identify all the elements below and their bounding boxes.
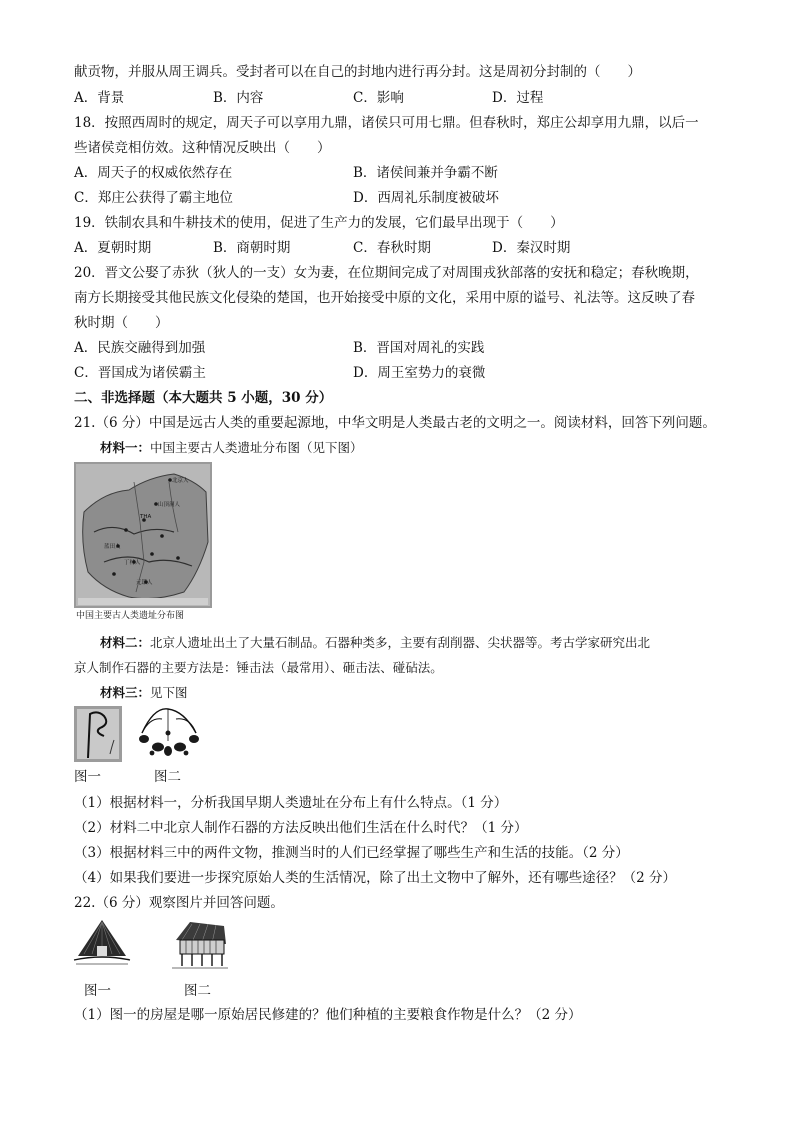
q21-stem: 21.（6 分）中国是远古人类的重要起源地，中华文明是人类最古老的文明之一。阅读材料，回答下列问题。: [74, 415, 716, 431]
q21-fig2-caption: 图二: [154, 769, 181, 785]
q19-option-c: C．春秋时期: [353, 240, 431, 256]
q19-option-a: A．夏朝时期: [74, 240, 152, 256]
q21-material-2-label: 材料二：: [100, 635, 151, 650]
q18-option-a: A．周天子的权威依然存在: [74, 165, 233, 181]
q21-sub1: （1）根据材料一，分析我国早期人类遗址在分布上有什么特点。（1 分）: [74, 795, 508, 811]
q21-sub4: （4）如果我们要进一步探究原始人类的生活情况，除了出土文物中了解外，还有哪些途径？（2 分）: [74, 870, 676, 886]
q19-option-b: B．商朝时期: [213, 240, 291, 256]
q20-option-a: A．民族交融得到加强: [74, 340, 206, 356]
q18-option-c: C．郑庄公获得了霸主地位: [74, 190, 233, 206]
ancient-sites-map: [74, 462, 212, 608]
q20-stem-line3: 秋时期（ ）: [74, 315, 169, 331]
q22-stem: 22.（6 分）观察图片并回答问题。: [74, 895, 284, 911]
map-label-yuanmou: 元谋人: [136, 580, 153, 586]
q20-stem-line1: 20．晋文公娶了赤狄（狄人的一支）女为妻，在位期间完成了对周围戎狄部落的安抚和稳定；春秋晚期，: [74, 265, 699, 281]
bone-needle-figure: [74, 706, 122, 762]
necklace-ornament-figure: [134, 703, 204, 761]
stilt-house-figure: [168, 916, 230, 972]
q17-option-b: B．内容: [213, 90, 264, 106]
q21-fig1-caption: 图一: [74, 769, 101, 785]
q20-stem-line2: 南方长期接受其他民族文化侵染的楚国，也开始接受中原的文化，采用中原的谥号、礼法等。这反映了春: [74, 290, 695, 306]
q22-sub1: （1）图一的房屋是哪一原始居民修建的？他们种植的主要粮食作物是什么？（2 分）: [74, 1007, 582, 1023]
q20-option-d: D．周王室势力的衰微: [353, 365, 486, 381]
map-label-beijing: 北京人: [172, 478, 189, 484]
q21-material-1: [100, 439, 363, 457]
map-label-shandingdong: 山顶洞人: [158, 502, 181, 508]
q20-option-c: C．晋国成为诸侯霸主: [74, 365, 206, 381]
q21-sub3: （3）根据材料三中的两件文物，推测当时的人们已经掌握了哪些生产和生活的技能。（2 分）: [74, 845, 629, 861]
q22-fig2-caption: 图二: [184, 983, 211, 999]
q21-material-1-text: 中国主要古人类遗址分布图（见下图）: [150, 440, 363, 455]
q18-stem-line1: 18．按照西周时的规定，周天子可以享用九鼎，诸侯只可用七鼎。但春秋时，郑庄公却享用九鼎，以后一: [74, 115, 699, 131]
q21-material-3-text: 见下图: [150, 685, 188, 700]
map-label-lantian: 蓝田人: [104, 544, 121, 550]
semi-subterranean-hut-figure: [72, 916, 132, 972]
q17-option-d: D．过程: [492, 90, 544, 106]
q19-stem: 19．铁制农具和牛耕技术的使用，促进了生产力的发展，它们最早出现于（ ）: [74, 215, 564, 231]
q19-option-d: D．秦汉时期: [492, 240, 571, 256]
map-label-tha: THA: [140, 514, 152, 520]
q21-material-1-label: 材料一：: [100, 440, 151, 455]
map-caption: 中国主要古人类遗址分布图: [76, 611, 185, 621]
q17-stem: 献贡物，并服从周王调兵。受封者可以在自己的封地内进行再分封。这是周初分封制的（ ）: [74, 64, 641, 80]
q21-sub2: （2）材料二中北京人制作石器的方法反映出他们生活在什么时代？（1 分）: [74, 820, 528, 836]
map-label-dingcun: 丁村人: [124, 560, 141, 566]
q17-option-c: C．影响: [353, 90, 404, 106]
q18-stem-line2: 些诸侯竞相仿效。这种情况反映出（ ）: [74, 140, 331, 156]
q18-option-b: B．诸侯间兼并争霸不断: [353, 165, 498, 181]
q21-material-3-label: 材料三：: [100, 685, 151, 700]
q21-material-2-text: 北京人遗址出土了大量石制品。石器种类多，主要有刮削器、尖状器等。考古学家研究出北: [150, 635, 651, 650]
q21-material-2-line1: [100, 634, 650, 652]
q20-option-b: B．晋国对周礼的实践: [353, 340, 485, 356]
q21-material-2-line2: 京人制作石器的主要方法是：锤击法（最常用）、砸击法、碰砧法。: [74, 660, 443, 675]
q18-option-d: D．西周礼乐制度被破坏: [353, 190, 499, 206]
q22-fig1-caption: 图一: [84, 983, 111, 999]
q21-material-3: [100, 684, 188, 702]
section-2-title: 二、非选择题（本大题共 5 小题，30 分）: [74, 390, 333, 406]
q17-option-a: A．背景: [74, 90, 125, 106]
